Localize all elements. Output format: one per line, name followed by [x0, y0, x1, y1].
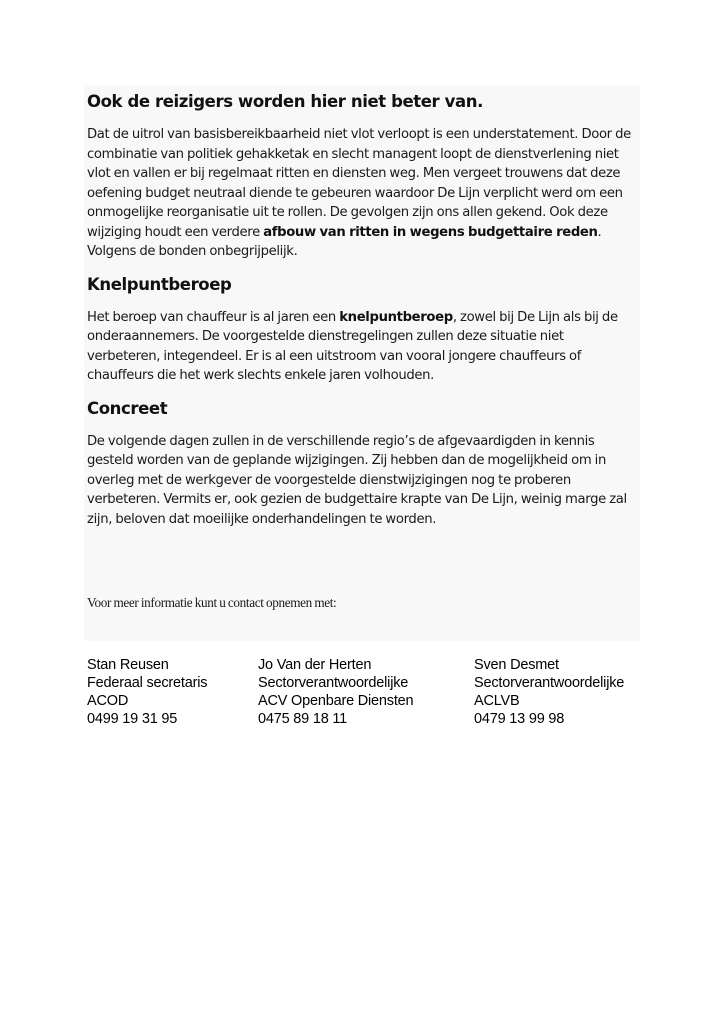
- paragraph-emphasis: afbouw van ritten in wegens budgettaire reden: [263, 224, 598, 240]
- contact-phone: 0479 13 99 98: [474, 711, 565, 727]
- contact-phone: 0499 19 31 95: [87, 711, 178, 727]
- article-panel: [84, 85, 640, 641]
- contact-role: Sectorverantwoordelijke: [474, 675, 625, 691]
- contact-card: [474, 656, 624, 728]
- contact-name: Stan Reusen: [87, 657, 169, 673]
- paragraph-concreet: De volgende dagen zullen in de verschillende regio’s de afgevaardigden in kennis gesteld worden van de geplande wijzigingen. Zij hebben dan de mogelijkheid om in overleg met de werkgever de voorgestelde dienstwijzigingen nog te proberen verbeteren. Vermits er, ook gezien de budgettaire krapte van De Lijn, weinig marge zal zijn, beloven dat moeilijke onderhandelingen te worden.: [87, 433, 627, 527]
- section-knelpuntberoep: [87, 274, 636, 386]
- paragraph-text: , zowel bij De Lijn als bij de onderaannemers. De voorgestelde dienstregelingen zullen deze situatie niet verbeteren, integendeel. Er is al een uitstroom van vooral jongere chauffeurs of chauffeurs die het werk slechts enkele jaren volhouden.: [87, 309, 618, 383]
- contact-organization: ACLVB: [474, 693, 520, 709]
- contact-role: Sectorverantwoordelijke: [258, 675, 409, 691]
- contact-phone: 0475 89 18 11: [258, 711, 348, 727]
- paragraph-text: Dat de uitrol van basisbereikbaarheid niet vlot verloopt is een understatement. Door de combinatie van politiek gehakketak en slecht managent loopt de dienstverlening niet vlot en vallen er bij regelmaat ritten en diensten weg. Men vergeet trouwens dat deze oefening budget neutraal diende te gebeuren waardoor De Lijn verplicht werd om een onmogelijke reorganisatie uit te rollen. De gevolgen zijn ons allen gekend. Ook deze wijziging houdt een verdere: [87, 127, 631, 240]
- contact-organization: ACV Openbare Diensten: [258, 693, 414, 709]
- article-body: [84, 85, 640, 529]
- contact-intro: Voor meer informatie kunt u contact opnemen met:: [87, 595, 337, 610]
- section-title-knelpuntberoep: Knelpuntberoep: [87, 274, 232, 294]
- contact-card: [87, 656, 207, 728]
- section-concreet: [87, 398, 636, 530]
- section-title-reizigers: Ook de reizigers worden hier niet beter van.: [87, 92, 483, 111]
- contact-name: Sven Desmet: [474, 657, 559, 673]
- section-title-concreet: Concreet: [87, 398, 168, 418]
- contact-card: [258, 656, 413, 728]
- section-reizigers: [87, 91, 636, 262]
- paragraph-emphasis: knelpuntberoep: [339, 309, 453, 325]
- paragraph-reizigers: [87, 125, 636, 262]
- contact-role: Federaal secretaris: [87, 675, 208, 691]
- paragraph-text: Het beroep van chauffeur is al jaren een: [87, 309, 340, 325]
- paragraph-knelpuntberoep: [87, 308, 636, 386]
- contact-name: Jo Van der Herten: [258, 657, 372, 673]
- contact-organization: ACOD: [87, 693, 129, 709]
- paragraph-text: . Volgens de bonden onbegrijpelijk.: [87, 224, 602, 259]
